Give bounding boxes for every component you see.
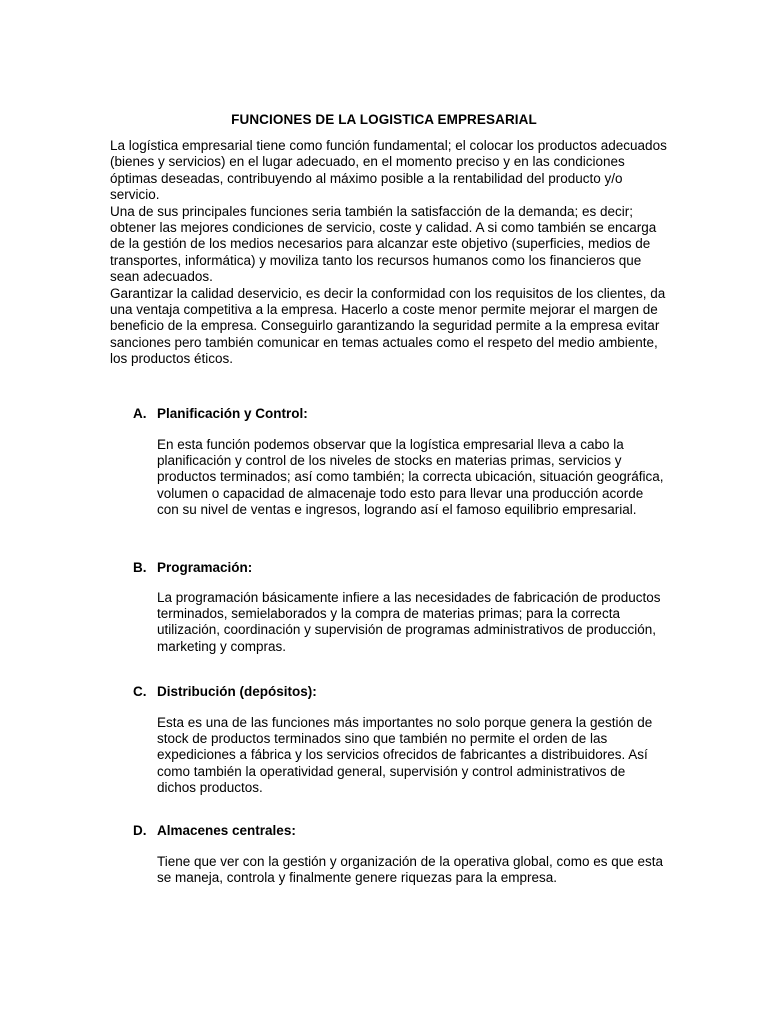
section-letter: B. bbox=[133, 560, 147, 575]
section-body-distribucion: Esta es una de las funciones más importantes no solo porque genera la gestión de stock de productos terminados sino que también no permite el orden de las expediciones a fábrica y los servicios ofrecidos de fabricantes a distribuidores. Así como también la operatividad general, supervisión y control administrativos de dichos productos. bbox=[157, 715, 653, 795]
document-title: FUNCIONES DE LA LOGISTICA EMPRESARIAL bbox=[231, 112, 537, 127]
intro-paragraph: La logística empresarial tiene como función fundamental; el colocar los productos adecuados (bienes y servicios) en el lugar adecuado, en el momento preciso y en las condiciones óptimas deseadas, contribuyendo al máximo posible a la rentabilidad del producto y/o servicio. bbox=[110, 138, 667, 203]
section-heading-text: Planificación y Control: bbox=[157, 406, 308, 421]
section-body-almacenes: Tiene que ver con la gestión y organización de la operativa global, como es que esta se maneja, controla y finalmente genere riquezas para la empresa. bbox=[157, 854, 664, 886]
section-letter: A. bbox=[133, 406, 147, 421]
section-heading-text: Distribución (depósitos): bbox=[157, 684, 317, 699]
section-heading-distribucion bbox=[133, 684, 317, 700]
section-body-programacion: La programación básicamente infiere a las necesidades de fabricación de productos terminados, semielaborados y la compra de materias primas; para la correcta utilización, coordinación y supervisión de programas administrativos de producción, marketing y compras. bbox=[157, 590, 661, 654]
section-heading-planificacion bbox=[133, 406, 308, 422]
section-letter: D. bbox=[133, 823, 147, 838]
intro-paragraph: Una de sus principales funciones seria también la satisfacción de la demanda; es decir; obtener las mejores condiciones de servicio, coste y calidad. A si como también se encarga de la gestión de los medios necesarios para alcanzar este objetivo (superficies, medios de transportes, informática) y moviliza tanto los recursos humanos como los financieros que sean adecuados. bbox=[110, 203, 657, 285]
section-heading-text: Programación: bbox=[157, 560, 253, 575]
section-heading-text: Almacenes centrales: bbox=[157, 823, 296, 838]
section-heading-almacenes bbox=[133, 823, 296, 839]
intro-paragraph: Garantizar la calidad deservicio, es decir la conformidad con los requisitos de los clientes, da una ventaja competitiva a la empresa. Hacerlo a coste menor permite mejorar el margen de beneficio de la empresa. Conseguirlo garantizando la seguridad permite a la empresa evitar sanciones pero también comunicar en temas actuales como el respeto del medio ambiente, los productos éticos. bbox=[110, 285, 666, 367]
section-heading-programacion bbox=[133, 560, 252, 576]
section-body-planificacion: En esta función podemos observar que la logística empresarial lleva a cabo la planificación y control de los niveles de stocks en materias primas, servicios y productos terminados; así como también; la correcta ubicación, situación geográfica, volumen o capacidad de almacenaje todo esto para llevar una producción acorde con su nivel de ventas e ingresos, logrando así el famoso equilibrio empresarial. bbox=[157, 437, 664, 517]
intro-text bbox=[110, 138, 670, 368]
section-letter: C. bbox=[133, 684, 147, 699]
